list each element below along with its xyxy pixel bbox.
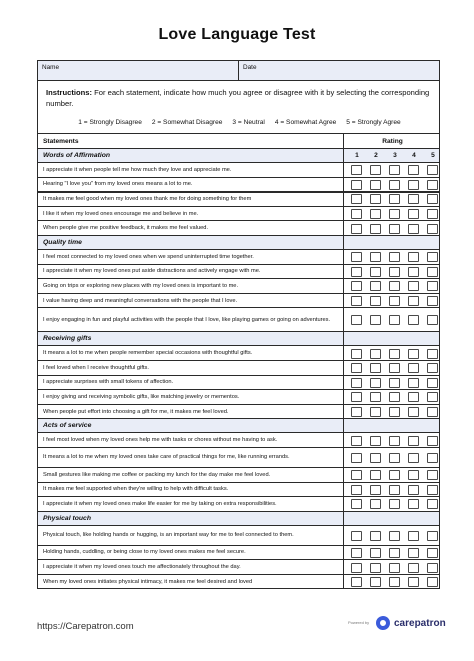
rating-boxes [343,163,441,177]
scale-5: 5 = Strongly Agree [346,119,401,126]
rating-checkbox-3[interactable] [389,470,400,480]
rating-checkbox-4[interactable] [408,563,419,573]
statement-text: I feel most loved when my loved ones help me with tasks or chores without me having to ask. [43,437,278,444]
statement-text: I feel most connected to my loved ones when we spend uninterrupted time together. [43,253,254,260]
statement-row [38,405,439,420]
rating-checkbox-2[interactable] [370,453,381,463]
scale-1: 1 = Strongly Disagree [78,119,142,126]
statement-text: When people put effort into choosing a gift for me, it makes me feel loved. [43,408,229,415]
statement-text: I appreciate surprises with small tokens of affection. [43,379,174,386]
rating-checkbox-4[interactable] [408,267,419,277]
carepatron-logo [376,616,446,630]
statement-text: It makes me feel supported when they're willing to help with difficult tasks. [43,486,229,493]
rating-checkbox-4[interactable] [408,194,419,204]
rating-checkbox-2[interactable] [370,180,381,190]
rating-boxes [343,497,441,511]
instructions-lead: Instructions: [46,88,92,97]
rating-checkbox-1[interactable] [351,378,362,388]
rating-checkbox-3[interactable] [389,577,400,587]
scale-3: 3 = Neutral [232,119,265,126]
rating-checkbox-1[interactable] [351,436,362,446]
rating-checkbox-4[interactable] [408,577,419,587]
statement-text: I appreciate it when my loved ones touch me affectionately throughout the day. [43,564,241,571]
rating-checkbox-5[interactable] [427,252,438,262]
rating-number: 4 [412,152,416,159]
rating-checkbox-4[interactable] [408,378,419,388]
rating-checkbox-4[interactable] [408,315,419,325]
instructions-text [46,87,436,109]
rating-checkbox-3[interactable] [389,296,400,306]
rating-checkbox-5[interactable] [427,296,438,306]
section-header [38,236,439,250]
rating-boxes [343,433,441,447]
date-field[interactable] [239,61,439,80]
statement-row [38,250,439,265]
statement-text: I enjoy giving and receiving symbolic gifts, like matching jewelry or mementos. [43,393,240,400]
rating-checkbox-3[interactable] [389,165,400,175]
rating-scale [38,119,441,126]
rating-checkbox-2[interactable] [370,548,381,558]
rating-checkbox-1[interactable] [351,531,362,541]
rating-checkbox-2[interactable] [370,563,381,573]
rating-checkbox-2[interactable] [370,378,381,388]
statement-row [38,308,439,332]
rating-checkbox-4[interactable] [408,470,419,480]
rating-checkbox-4[interactable] [408,485,419,495]
statement-text: When my loved ones initiates physical intimacy, it makes me feel desired and loved [43,578,253,585]
page-title: Love Language Test [158,26,316,43]
rating-checkbox-1[interactable] [351,563,362,573]
rating-checkbox-5[interactable] [427,392,438,402]
rating-checkbox-4[interactable] [408,209,419,219]
rating-checkbox-2[interactable] [370,194,381,204]
rating-checkbox-3[interactable] [389,224,400,234]
rating-checkbox-2[interactable] [370,315,381,325]
rating-checkbox-2[interactable] [370,577,381,587]
rating-checkbox-3[interactable] [389,194,400,204]
section-header [38,512,439,526]
rating-checkbox-1[interactable] [351,392,362,402]
rating-checkbox-3[interactable] [389,563,400,573]
statement-row [38,376,439,391]
statements-header: Statements [43,138,79,145]
rating-boxes [343,178,441,192]
section-title: Quality time [43,238,82,246]
rating-checkbox-1[interactable] [351,224,362,234]
rating-checkbox-5[interactable] [427,281,438,291]
rating-checkbox-3[interactable] [389,453,400,463]
rating-checkbox-1[interactable] [351,315,362,325]
rating-checkbox-4[interactable] [408,296,419,306]
rating-boxes [343,448,441,467]
rating-checkbox-2[interactable] [370,470,381,480]
statement-text: When people give me positive feedback, it makes me feel valued. [43,225,209,232]
rating-checkbox-3[interactable] [389,267,400,277]
statement-row [38,163,439,178]
rating-checkbox-1[interactable] [351,577,362,587]
rating-checkbox-2[interactable] [370,485,381,495]
rating-checkbox-2[interactable] [370,436,381,446]
rating-number: 2 [374,152,378,159]
rating-checkbox-2[interactable] [370,349,381,359]
statement-row [38,192,439,207]
statement-row [38,560,439,575]
rating-checkbox-1[interactable] [351,209,362,219]
section-title: Physical touch [43,514,91,522]
section-header [38,332,439,346]
rating-checkbox-3[interactable] [389,548,400,558]
rating-checkbox-5[interactable] [427,563,438,573]
rating-boxes [343,575,441,589]
rating-checkbox-1[interactable] [351,470,362,480]
test-form [37,60,440,610]
statement-text: It means a lot to me when people remember special occasions with thoughtful gifts. [43,350,253,357]
section-title: Receiving gifts [43,335,92,343]
statement-text: Small gestures like making me coffee or packing my lunch for the day make me feel loved. [43,471,271,478]
rating-checkbox-3[interactable] [389,349,400,359]
rating-checkbox-2[interactable] [370,224,381,234]
rating-number: 5 [431,152,435,159]
statement-row [38,575,439,590]
rating-checkbox-3[interactable] [389,407,400,417]
statement-text: Going on trips or exploring new places with my loved ones is important to me. [43,282,239,289]
powered-by-label: Powered by [348,620,370,625]
rating-checkbox-2[interactable] [370,296,381,306]
rating-checkbox-5[interactable] [427,531,438,541]
rating-checkbox-3[interactable] [389,378,400,388]
rating-checkbox-3[interactable] [389,363,400,373]
rating-checkbox-4[interactable] [408,453,419,463]
rating-checkbox-5[interactable] [427,315,438,325]
name-field[interactable] [38,61,239,80]
rating-boxes [343,308,441,331]
rating-checkbox-4[interactable] [408,281,419,291]
rating-checkbox-2[interactable] [370,407,381,417]
rating-checkbox-4[interactable] [408,363,419,373]
name-label: Name [42,64,60,71]
rating-checkbox-5[interactable] [427,363,438,373]
rating-boxes [343,405,441,419]
rating-boxes [343,265,441,279]
statement-text: I value having deep and meaningful conversations with the people that I love. [43,297,238,304]
rating-checkbox-5[interactable] [427,224,438,234]
rating-checkbox-4[interactable] [408,407,419,417]
statement-row [38,468,439,483]
rating-checkbox-4[interactable] [408,349,419,359]
rating-checkbox-5[interactable] [427,548,438,558]
statement-row [38,221,439,236]
rating-boxes [343,483,441,497]
scale-4: 4 = Somewhat Agree [274,119,337,126]
rating-boxes [343,221,441,235]
rating-boxes [343,468,441,482]
statement-text: It means a lot to me when my loved ones take care of practical things for me, like running errands. [43,454,290,461]
section-title: Acts of service [43,422,92,430]
rating-number: 1 [355,152,359,159]
rating-checkbox-2[interactable] [370,281,381,291]
rating-checkbox-4[interactable] [408,165,419,175]
rating-checkbox-1[interactable] [351,252,362,262]
statement-row [38,483,439,498]
rating-checkbox-4[interactable] [408,392,419,402]
rating-checkbox-1[interactable] [351,281,362,291]
rating-checkbox-3[interactable] [389,392,400,402]
rating-boxes [343,526,441,545]
rating-checkbox-5[interactable] [427,577,438,587]
rating-checkbox-4[interactable] [408,531,419,541]
rating-checkbox-3[interactable] [389,180,400,190]
rating-boxes [343,346,441,360]
rating-boxes [343,560,441,574]
rating-checkbox-1[interactable] [351,453,362,463]
rating-checkbox-1[interactable] [351,485,362,495]
rating-boxes [343,192,441,206]
rating-checkbox-5[interactable] [427,407,438,417]
carepatron-link[interactable]: https://Carepatron.com [37,621,134,632]
rating-checkbox-5[interactable] [427,499,438,509]
rating-checkbox-4[interactable] [408,548,419,558]
rating-checkbox-3[interactable] [389,209,400,219]
section-title: Words of Affirmation [43,152,111,159]
statement-text: I like it when my loved ones encourage me and believe in me. [43,210,199,217]
rating-checkbox-2[interactable] [370,363,381,373]
rating-numbers [343,419,441,433]
rating-checkbox-1[interactable] [351,499,362,509]
statement-row [38,294,439,309]
rating-checkbox-5[interactable] [427,485,438,495]
statement-text: It makes me feel good when my loved ones thank me for doing something for them [43,195,252,202]
rating-checkbox-1[interactable] [351,296,362,306]
rating-boxes [343,390,441,404]
date-label: Date [243,64,257,71]
rating-checkbox-2[interactable] [370,499,381,509]
section-header [38,149,439,163]
rating-checkbox-4[interactable] [408,252,419,262]
rating-checkbox-2[interactable] [370,531,381,541]
rating-checkbox-1[interactable] [351,267,362,277]
rating-checkbox-5[interactable] [427,165,438,175]
scale-2: 2 = Somewhat Disagree [151,119,223,126]
rating-boxes [343,294,441,308]
rating-boxes [343,279,441,293]
table-header [38,133,439,149]
rating-header: Rating [343,134,441,149]
rating-checkbox-1[interactable] [351,548,362,558]
rating-checkbox-3[interactable] [389,281,400,291]
statement-row [38,546,439,561]
carepatron-brand-text: carepatron [394,617,446,629]
rating-numbers [343,512,441,526]
rating-checkbox-1[interactable] [351,180,362,190]
rating-numbers [343,236,441,250]
statement-row [38,346,439,361]
statement-text: I enjoy engaging in fun and playful activities with the people that I love, like playing games or going on adventures. [43,316,331,323]
section-header [38,419,439,433]
rating-checkbox-4[interactable] [408,180,419,190]
statement-text: I feel loved when I receive thoughtful gifts. [43,364,149,371]
info-row [37,60,440,81]
rating-checkbox-4[interactable] [408,436,419,446]
rating-boxes [343,250,441,264]
rating-checkbox-4[interactable] [408,499,419,509]
rating-checkbox-1[interactable] [351,407,362,417]
rating-boxes [343,546,441,560]
rating-checkbox-2[interactable] [370,392,381,402]
statements-table [37,133,440,589]
statement-row [38,207,439,222]
rating-numbers [343,149,441,163]
rating-checkbox-4[interactable] [408,224,419,234]
rating-checkbox-5[interactable] [427,180,438,190]
rating-checkbox-2[interactable] [370,209,381,219]
rating-checkbox-3[interactable] [389,436,400,446]
statement-text: Physical touch, like holding hands or hugging, is an important way for me to feel connected to them. [43,532,294,539]
statement-row [38,448,439,468]
rating-checkbox-1[interactable] [351,363,362,373]
rating-checkbox-5[interactable] [427,378,438,388]
rating-checkbox-3[interactable] [389,531,400,541]
rating-checkbox-1[interactable] [351,165,362,175]
statement-row [38,265,439,280]
rating-numbers [343,332,441,346]
rating-checkbox-3[interactable] [389,499,400,509]
carepatron-logo-icon [376,616,390,630]
rating-checkbox-2[interactable] [370,165,381,175]
statement-row [38,390,439,405]
rating-checkbox-3[interactable] [389,252,400,262]
statement-row [38,361,439,376]
rating-checkbox-1[interactable] [351,349,362,359]
rating-checkbox-5[interactable] [427,349,438,359]
statement-text: I appreciate it when my loved ones put aside distractions and actively engage with me. [43,268,261,275]
statement-text: Hearing "I love you" from my loved ones means a lot to me. [43,181,193,188]
rating-checkbox-2[interactable] [370,267,381,277]
statement-row [38,526,439,546]
statement-row [38,497,439,512]
rating-checkbox-3[interactable] [389,315,400,325]
rating-checkbox-5[interactable] [427,194,438,204]
rating-boxes [343,207,441,221]
statement-row [38,279,439,294]
rating-checkbox-3[interactable] [389,485,400,495]
rating-boxes [343,376,441,390]
statement-text: I appreciate it when my loved ones make life easier for me by taking on extra responsibilities. [43,500,277,507]
rating-checkbox-1[interactable] [351,194,362,204]
rating-checkbox-5[interactable] [427,436,438,446]
instructions-body: For each statement, indicate how much you agree or disagree with it by selecting the corresponding number. [46,88,430,108]
rating-checkbox-5[interactable] [427,267,438,277]
statement-text: Holding hands, cuddling, or being close to my loved ones makes me feel secure. [43,549,246,556]
rating-boxes [343,361,441,375]
rating-checkbox-2[interactable] [370,252,381,262]
statement-text: I appreciate it when people tell me how much they love and appreciate me. [43,166,232,173]
statement-row [38,178,439,193]
statement-row [38,433,439,448]
rating-number: 3 [393,152,397,159]
rating-checkbox-5[interactable] [427,209,438,219]
rating-checkbox-5[interactable] [427,470,438,480]
rating-checkbox-5[interactable] [427,453,438,463]
